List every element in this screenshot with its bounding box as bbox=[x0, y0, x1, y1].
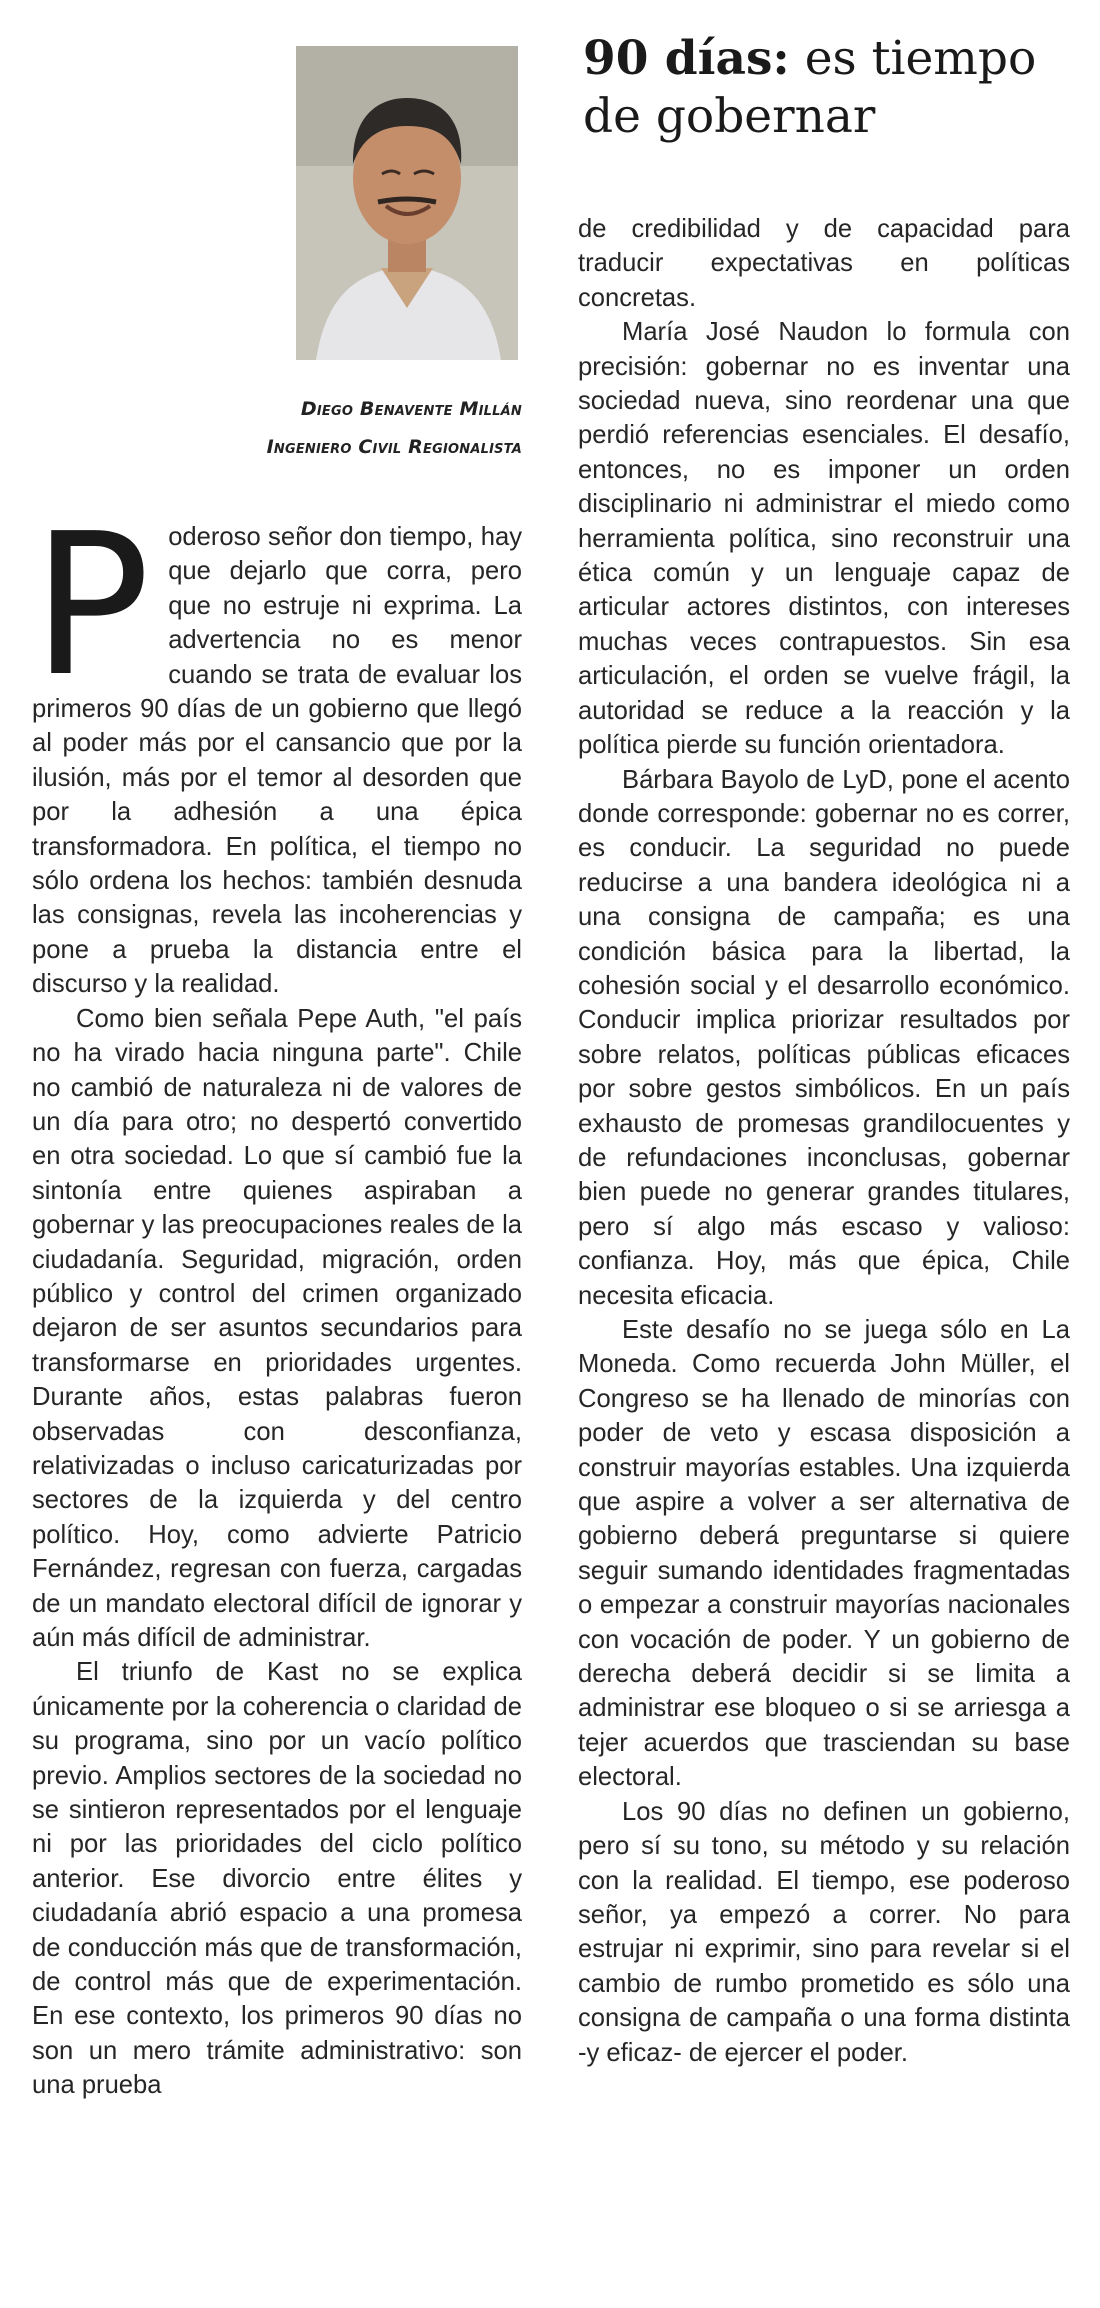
article-column-2 bbox=[578, 212, 1070, 2070]
article-title bbox=[583, 30, 1083, 146]
author-photo bbox=[296, 46, 518, 360]
paragraph-4: María José Naudon lo formula con precisión: gobernar no es inventar una sociedad nueva, sino reordenar una que perdió referencias esenciales. El desafío, entonces, no es imponer un orden disciplinario ni administrar el miedo como herramienta política, sino reconstruir una ética común y un lenguaje capaz de articular actores distintos, con intereses muchas veces contrapuestos. Sin esa articulación, el orden se vuelve frágil, la autoridad se reduce a la reacción y la política pierde su función orientadora. bbox=[578, 318, 1070, 760]
paragraph-3-continued: de credibilidad y de capacidad para traducir expectativas en políticas concretas. bbox=[578, 215, 1070, 312]
author-role: Ingeniero Civil Regionalista bbox=[266, 436, 522, 458]
paragraph-2: Como bien señala Pepe Auth, "el país no ha virado hacia ninguna parte". Chile no cambió de naturaleza ni de valores de un día para otro; no despertó convertido en otra sociedad. Lo que sí cambió fue la sintonía entre quienes aspiraban a gobernar y las preocupaciones reales de la ciudadanía. Seguridad, migración, orden público y control del crimen organizado dejaron de ser asuntos secundarios para transformarse en prioridades urgentes. Durante años, estas palabras fueron observadas con desconfianza, relativizadas o incluso caricaturizadas por sectores de la izquierda y del centro político. Hoy, como advierte Patricio Fernández, regresan con fuerza, cargadas de un mandato electoral difícil de ignorar y aún más difícil de administrar. bbox=[32, 1004, 522, 1652]
paragraph-7: Los 90 días no definen un gobierno, pero sí su tono, su método y su relación con la realidad. El tiempo, ese poderoso señor, ya empezó a correr. No para estrujar ni exprimir, sino para revelar si el cambio de rumbo prometido es sólo una consigna de campaña o una forma distinta -y eficaz- de ejercer el poder. bbox=[578, 1797, 1070, 2067]
paragraph-6: Este desafío no se juega sólo en La Moneda. Como recuerda John Müller, el Congreso se ha llenado de minorías con poder de veto y escasa disposición a construir mayorías estables. Una izquierda que aspire a volver a ser alternativa de gobierno deberá preguntarse si quiere seguir sumando identidades fragmentadas o empezar a construir mayorías nacionales con vocación de poder. Y un gobierno de derecha deberá decidir si se limita a administrar ese bloqueo o si se arriesga a tejer acuerdos que trasciendan su base electoral. bbox=[578, 1316, 1070, 1792]
paragraph-5: Bárbara Bayolo de LyD, pone el acento donde corresponde: gobernar no es correr, es conducir. La seguridad no puede reducirse a una bandera ideológica ni a una consigna de campaña; es una condición básica para la libertad, la cohesión social y el desarrollo económico. Conducir implica priorizar resultados por sobre relatos, políticas públicas eficaces por sobre gestos simbólicos. En un país exhausto de promesas grandilocuentes y de refundaciones inconclusas, gobernar bien puede no generar grandes titulares, pero sí algo más escaso y valioso: confianza. Hoy, más que épica, Chile necesita eficacia. bbox=[578, 765, 1070, 1310]
paragraph-1-text: oderoso señor don tiempo, hay que dejarlo que corra, pero que no estruje ni exprima. La advertencia no es menor cuando se trata de evaluar los primeros 90 días de un gobierno que llegó al poder más por el cansancio que por la ilusión, más por el temor al desorden que por la adhesión a una épica transformadora. En política, el tiempo no sólo ordena los hechos: también desnuda las consignas, revela las incoherencias y pone a prueba la distancia entre el discurso y la realidad. bbox=[32, 523, 522, 999]
article-column-1 bbox=[32, 492, 522, 2103]
drop-cap: P bbox=[32, 492, 151, 720]
paragraph-3: El triunfo de Kast no se explica únicamente por la coherencia o claridad de su programa, sino por un vacío político previo. Amplios sectores de la sociedad no se sintieron representados por el lenguaje ni por las prioridades del ciclo político anterior. Ese divorcio entre élites y ciudadanía abrió espacio a una promesa de conducción más que de transformación, de control más que de experimentación. En ese contexto, los primeros 90 días no son un mero trámite administrativo: son una prueba bbox=[32, 1658, 522, 2100]
title-bold: 90 días: bbox=[583, 31, 790, 86]
author-name: Diego Benavente Millán bbox=[300, 398, 522, 420]
author-portrait-icon bbox=[296, 46, 518, 360]
title-rest: es tiempo de gobernar bbox=[583, 31, 1037, 144]
paragraph-1 bbox=[32, 492, 522, 1002]
